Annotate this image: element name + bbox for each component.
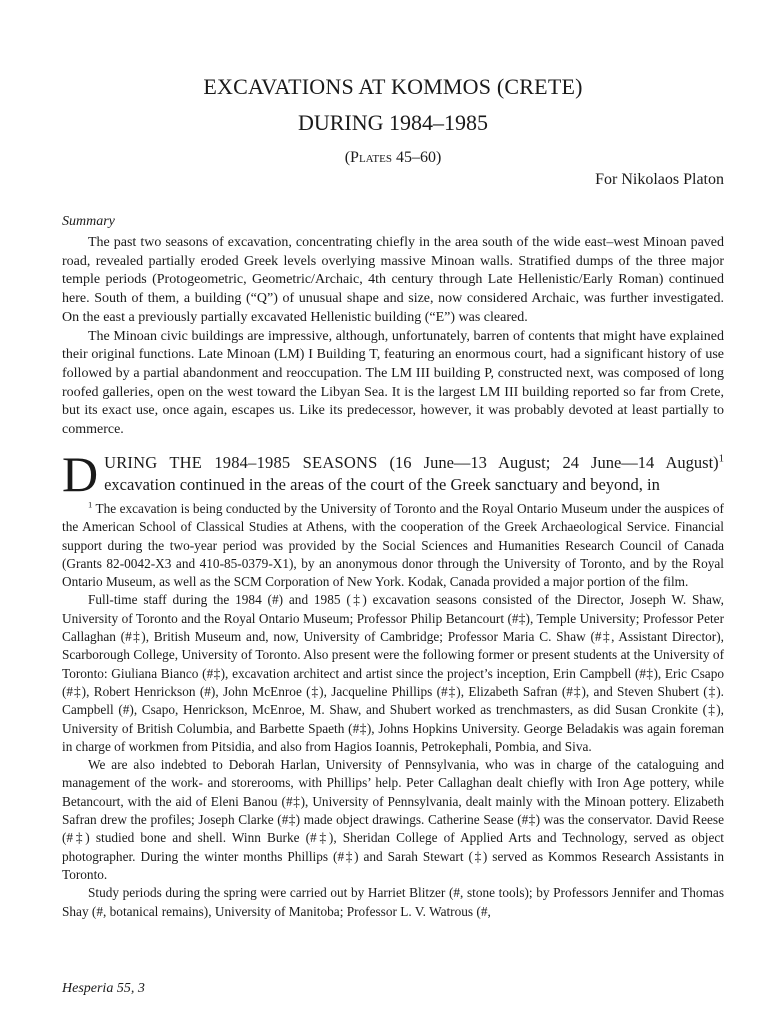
intro-caps: URING THE 1984–1985 SEASONS: [104, 453, 378, 472]
drop-cap: D: [62, 446, 99, 502]
footnote-ref[interactable]: 1: [718, 452, 725, 465]
intro-dates: (16 June—13 August; 24 June—14 August): [377, 453, 719, 472]
footnote-text-1: The excavation is being conducted by the University of Toronto and the Royal Ontario Museum under the auspices of the American School of Classical Studies at Athens, with the cooperation of the Greek Archaeological Service. Financial support during the two-year period was provided by the Social Sciences and Humanities Research Council of Canada (Grants 82-0042-X3 and 410-85-0379-X1), by an anonymous donor through the University of Toronto, and by the Royal Ontario Museum, as well as the SCM Corporation of New York. Kodak, Canada provided a major portion of the film.: [62, 501, 724, 590]
dedication: For Nikolaos Platon: [595, 171, 724, 188]
journal-footer: Hesperia 55, 3: [62, 981, 145, 996]
summary-section: [62, 234, 724, 440]
footnote-marker: 1: [88, 499, 93, 510]
footnote-paragraph-1: [62, 500, 724, 591]
summary-paragraph-2: The Minoan civic buildings are impressive, although, unfortunately, barren of contents that might have explained their original functions. Late Minoan (LM) I Building T, featuring an enormous court, had a significant history of use followed by a partial abandonment and reoccupation. The LM III building P, constructed next, was composed of long roofed galleries, open on the west toward the Libyan Sea. It is the largest LM III building reported so far from Crete, but its exact use, once again, escapes us. Like its predecessor, however, it was probably devoted at least partially to commerce.: [62, 328, 724, 438]
footnote-paragraph-4: Study periods during the spring were carried out by Harriet Blitzer (#, stone tools); by Professors Jennifer and Thomas Shay (#, botanical remains), University of Manitoba; Professor L. V. Watrous (#,: [62, 885, 724, 919]
intro-text: excavation continued in the areas of the court of the Greek sanctuary and beyond, in: [104, 475, 660, 494]
plates-range: 45–60): [391, 149, 442, 166]
plates-prefix: (: [344, 149, 351, 166]
summary-paragraph-1: The past two seasons of excavation, concentrating chiefly in the area south of the wide east–west Minoan paved road, revealed partially eroded Greek levels overlying massive Minoan walls. Stratified dumps of the three major temple periods (Protogeometric, Geometric/Archaic, 4th century through Late Hellenistic/Early Roman) continued here. South of them, a building (“Q”) of unusual shape and size, now considered Archaic, was further investigated. On the east a previously partially excavated Hellenistic building (“E”) was cleared.: [62, 235, 724, 325]
intro-paragraph: [62, 446, 725, 502]
summary-heading: Summary: [62, 214, 115, 229]
plates-reference: [62, 148, 724, 168]
footnote-paragraph-3: We are also indebted to Deborah Harlan, University of Pennsylvania, who was in charge of the cataloguing and management of the work- and storerooms, with Phillips’ help. Peter Callaghan dealt chiefly with Iron Age pottery, while Betancourt, with the aid of Eleni Banou (#‡), University of Pennsylvania, dealt mainly with the Minoan pottery. Elizabeth Safran drew the profiles; Joseph Clarke (#‡) made object drawings. Catherine Sease (#‡) was the conservator. David Reese (#‡) studied bone and shell. Winn Burke (#‡), Sheridan College of Applied Arts and Technology, served as object photographer. During the winter months Phillips (#‡) and Sarah Stewart (‡) served as Kommos Research Assistants in Toronto.: [62, 757, 724, 882]
footnotes: [62, 500, 724, 921]
article-title-line-2: DURING 1984–1985: [297, 110, 489, 135]
footnote-paragraph-2: Full-time staff during the 1984 (#) and 1985 (‡) excavation seasons consisted of the Director, Joseph W. Shaw, University of Toronto and the Royal Ontario Museum; Professor Philip Betancourt (#‡), Temple University; Professor Peter Callaghan (#‡), British Museum and, now, University of Cambridge; Professor Maria C. Shaw (#‡, Assistant Director), Scarborough College, University of Toronto. Also present were the following former or present students at the University of Toronto: Giuliana Bianco (#‡), excavation architect and artist since the project’s inception, Erin Campbell (#‡), Eric Csapo (#‡), Robert Henrickson (#), John McEnroe (‡), Jacqueline Phillips (#‡), Elizabeth Safran (#‡), and Steven Shubert (‡). Campbell (#), Csapo, Henrickson, McEnroe, M. Shaw, and Shubert worked as trenchmasters, as did Susan Cronkite (‡), University of British Columbia, and Barbette Spaeth (#‡), Johns Hopkins University. George Beladakis was again foreman in charge of workmen from Pitsidia, and also from Hagios Ioannis, Petrokephali, Pombia, and Siva.: [62, 592, 724, 754]
plates-label: Plates: [350, 149, 392, 166]
article-title-line-1: EXCAVATIONS AT KOMMOS (CRETE): [203, 74, 583, 99]
